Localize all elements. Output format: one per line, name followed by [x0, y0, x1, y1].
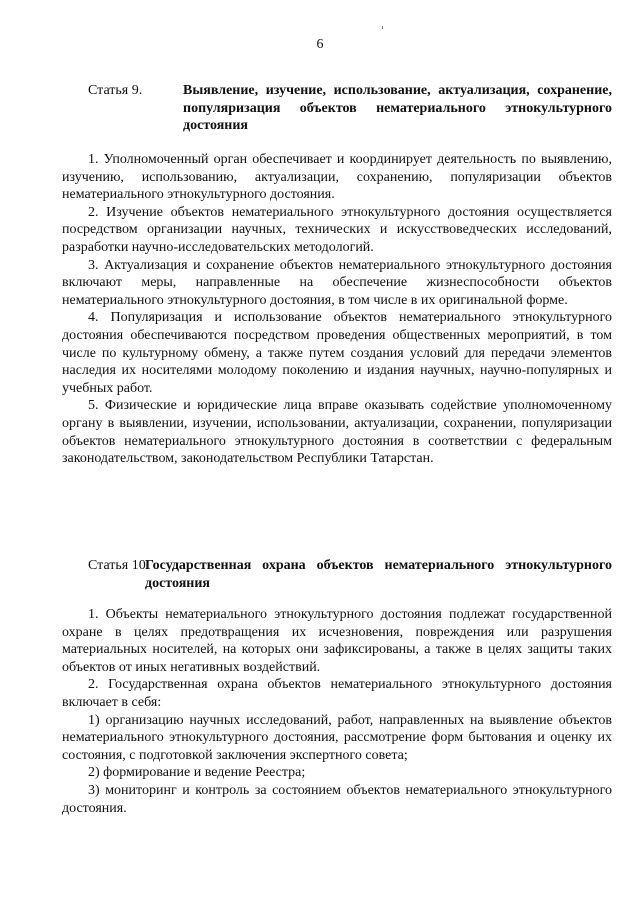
article-9-paragraph-5: 5. Физические и юридические лица вправе оказывать содействие уполномоченному органу в выявлении, изучении, использовании, актуализации, сохранении, популяризации объектов нематериального этнокультурного достояния в соответствии с федеральным законодательством, законодательством Республики Татарстан. — [62, 398, 612, 467]
page-number: 6 — [316, 37, 324, 52]
article-9-title: Выявление, изучение, использование, актуализация, сохранение, популяризация объектов нематериального этнокультурного достояния — [183, 83, 612, 134]
article-10-paragraph-2: 2. Государственная охрана объектов нематериального этнокультурного достояния включает в себя: — [62, 677, 612, 710]
scan-artifact — [382, 26, 383, 29]
article-9-label: Статья 9. — [88, 83, 143, 98]
article-10-paragraph-4: 2) формирование и ведение Реестра; — [88, 765, 306, 781]
article-9-paragraph-3: 3. Актуализация и сохранение объектов нематериального этнокультурного достояния включают меры, направленные на обеспечение жизнеспособности объектов нематериального этнокультурного достояния, в том числе в их оригинальной форме. — [62, 257, 612, 308]
article-10-body — [62, 606, 612, 817]
article-10-paragraph-5: 3) мониторинг и контроль за состоянием объектов нематериального этнокультурного достояния. — [62, 782, 612, 816]
article-10-paragraph-3: 1) организацию научных исследований, работ, направленных на выявление объектов нематериального этнокультурного достояния, рассмотрение форм бытования и оценку их состояния, с подготовкой заключения экспертного совета; — [62, 712, 612, 763]
article-9-paragraph-4: 4. Популяризация и использование объектов нематериального этнокультурного достояния обеспечиваются посредством проведения общественных мероприятий, в том числе по культурному обмену, а также путем создания условий для передачи элементов наследия их носителями молодому поколению и издания научных, научно-популярных и учебных работ. — [62, 310, 612, 396]
article-10-title: Государственная охрана объектов нематериального этнокультурного достояния — [145, 558, 612, 591]
article-10-label: Статья 10. — [88, 558, 150, 573]
article-9-header — [88, 82, 612, 135]
article-10-paragraph-1: 1. Объекты нематериального этнокультурного достояния подлежат государственной охране в целях предотвращения их исчезновения, повреждения или разрушения материальных носителей, на которых они зафиксированы, а также в целях защиты таких объектов от иных негативных воздействий. — [62, 607, 612, 675]
article-9-paragraph-1: 1. Уполномоченный орган обеспечивает и координирует деятельность по выявлению, изучению, использованию, актуализации, сохранению, популяризации объектов нематериального этнокультурного достояния. — [62, 152, 612, 203]
article-9-body — [62, 151, 612, 468]
article-9-paragraph-2: 2. Изучение объектов нематериального этнокультурного достояния осуществляется посредством организации научных, технических и искусствоведческих исследований, разработки научно-исследовательских методологий. — [62, 204, 612, 255]
article-10-header — [88, 557, 612, 592]
